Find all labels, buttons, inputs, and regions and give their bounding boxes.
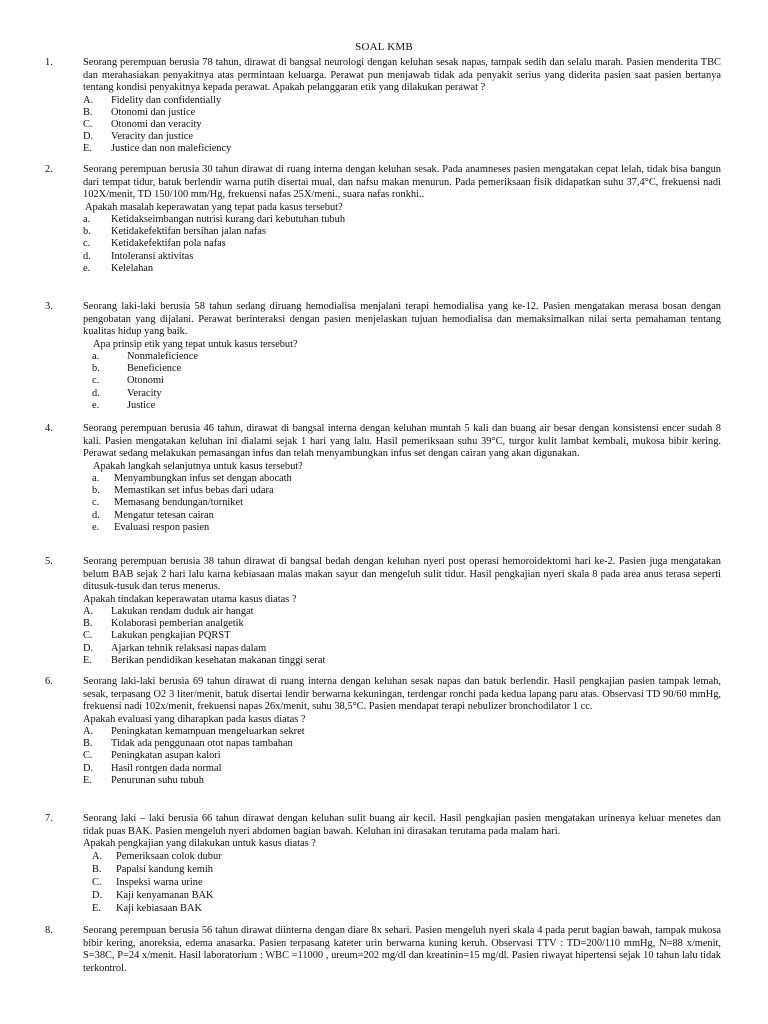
option-c: C. Lakukan pengkajian PQRST	[83, 630, 231, 642]
question-stem: Seorang perempuan berusia 46 tahun, dirawat di bangsal interna dengan keluhan muntah 5 kali dan buang air besar dengan konsistensi encer sudah 8 kali. Pasien mengatakan keluhan ini dialami sejak 1 hari yang lalu. Hasil pemeriksaan suhu 39°C, turgor kulit lambat kembali, mukosa bibir kering. Perawat sedang melakukan pemasangan infus dan telah menyambungkan infus set dengan cairan yang akan digunakan. Apakah langkah selanjutnya untuk kasus tersebut?	[83, 423, 721, 472]
question-number: 4.	[45, 423, 53, 434]
question-number: 2.	[45, 164, 53, 175]
option-a: A. Lakukan rendam duduk air hangat	[83, 606, 254, 617]
option-e: e. Kelelahan	[83, 262, 154, 274]
option-b: B. Otonomi dan justice	[83, 106, 196, 118]
option-list	[0, 95, 768, 156]
question-3	[0, 301, 768, 412]
option-a: a. Nonmaleficience	[92, 351, 198, 362]
option-d: D. Veracity dan justice	[83, 131, 193, 143]
question-stem: Seorang laki-laki berusia 69 tahun dirawat di ruang interna dengan keluhan sesak napas dan batuk berlendir. Hasil pengkajian pasien tampak lemah, sesak, terpasang O2 3 liter/menit, batuk disertai lendir berwarna kekuningan, terdengar ronchi pada kedua lapang paru atas. Observasi TD 90/60 mmHg, frekuensi nadi 102x/menit, frekuensi napas 26x/menit, suhu 38,5°C. Pasien mendapat terapi nebulizer bronchodilator 1 cc. Apakah evaluasi yang diharapkan pada kasus diatas ?	[83, 676, 721, 725]
question-6	[0, 676, 768, 787]
option-a: A. Fidelity dan confidentially	[83, 94, 222, 106]
question-8	[0, 925, 768, 975]
question-2	[0, 164, 768, 275]
question-stem: Seorang laki-laki berusia 58 tahun sedang diruang hemodialisa menjalani terapi hemodialisa yang ke-12. Pasien mengatakan merasa bosan dengan pengobatan yang dijalani. Perawat berinteraksi dengan pasien menjelaskan tujuan hemodialisa dan memaksimalkan nilai serta pemahaman tentang kualitas hidup yang baik. Apa prinsip etik yang tepat untuk kasus tersebut?	[83, 301, 721, 350]
option-b: b. Memastikan set infus bebas dari udara	[92, 485, 274, 497]
option-list	[0, 473, 768, 534]
question-stem: Seorang perempuan berusia 30 tahun dirawat di ruang interna dengan keluhan sesak. Pada anamneses pasien mengatakan cepat lelah, tidak bisa bangun dari tempat tidur, batuk berlendir warna putih disertai mual, dan nafsu makan menurun. Pada pemeriksaan fisik didapatkan suhu 37,4°C, frekuensi nadi 102X/menit, TD 150/100 mm/Hg, frekuensi nafas 25X/meni., suara nafas ronkhi.. Apakah masalah keperawatan yang tepat pada kasus tersebut?	[83, 164, 721, 213]
option-a: a. Menyambungkan infus set dengan abocath	[92, 473, 292, 484]
question-1	[0, 57, 768, 155]
question-number: 5.	[45, 556, 53, 567]
question-7	[0, 813, 768, 916]
option-a: A. Peningkatan kemampuan mengeluarkan sekret	[83, 726, 305, 737]
option-d: d. Intoleransi aktivitas	[83, 250, 194, 262]
question-stem: Seorang perempuan berusia 56 tahun dirawat diinterna dengan diare 8x sehari. Pasien mengeluh nyeri skala 4 pada perut bagian bawah, tampak mukosa bibir kering, anoreksia, edema anasarka. Pasien terpasang kateter urin berwarna kuning keruh. Observasi TTV : TD=200/110 mmHg, N=88 x/menit, S=38C, P=24 x/menit. Hasil laboratorium : WBC =11000 , ureum=202 mg/dl dan kreatinin=15 mg/dl. Pasien riwayat hipertensi sejak 10 tahun lalu tidak terkontrol.	[83, 925, 721, 974]
question-number: 3.	[45, 301, 53, 312]
option-e: E. Justice dan non maleficiency	[83, 143, 232, 155]
question-ask: Apakah evaluasi yang diharapkan pada kasus diatas ?	[83, 713, 306, 725]
question-number: 7.	[45, 813, 53, 824]
option-c: C. Inspeksi warna urine	[92, 876, 203, 888]
question-number: 1.	[45, 57, 53, 68]
question-4	[0, 423, 768, 534]
question-stem: Seorang perempuan berusia 78 tahun, dirawat di bangsal neurologi dengan keluhan sesak napas, tampak sedih dan selalu marah. Pasien menderita TBC dan merahasiakan penyakitnya atas permintaan keluarga. Perawat pun menjawab tidak ada penyakit serius yang diderita pasien saat pasien bertanya tentang kondisi penyakitnya kepada perawat. Apakah pelanggaran etik yang dilakukan perawat ?	[83, 57, 721, 93]
question-stem: Seorang perempuan berusia 38 tahun dirawat di bangsal bedah dengan keluhan nyeri post operasi hemoroidektomi hari ke-2. Pasien juga mengatakan belum BAB sejak 2 hari lalu karna kebiasaan malas makan sayur dan mengeluh sulit tidur. Hasil pengkajian nyeri skala 8 pada area anus terasa seperti ditusuk-tusuk dan terus menerus. Apakah tindakan keperawatan utama kasus diatas ?	[83, 556, 721, 605]
option-d: D. Hasil rontgen dada normal	[83, 762, 222, 774]
option-c: C. Peningkatan asupan kalori	[83, 750, 221, 762]
question-ask: Apa prinsip etik yang tepat untuk kasus tersebut?	[93, 338, 298, 350]
option-c: c. Memasang bendungan/torniket	[92, 497, 243, 509]
option-b: b. Beneficience	[92, 363, 182, 375]
option-d: D. Kaji kenyamanan BAK	[92, 890, 214, 902]
option-c: C. Otonomi dan veracity	[83, 118, 202, 130]
option-e: E. Kaji kebiasaan BAK	[92, 903, 202, 915]
option-list	[0, 851, 768, 917]
option-d: d. Mengatur tetesan cairan	[92, 509, 214, 521]
question-ask: Apakah tindakan keperawatan utama kasus diatas ?	[83, 593, 297, 605]
question-number: 6.	[45, 676, 53, 687]
option-a: a. Ketidakseimbangan nutrisi kurang dari kebutuhan tubuh	[83, 214, 346, 225]
question-5	[0, 556, 768, 667]
option-b: B. Tidak ada penggunaan otot napas tambahan	[83, 738, 293, 750]
question-number: 8.	[45, 925, 53, 936]
option-a: A. Pemeriksaan colok dubur	[92, 850, 222, 862]
option-c: c. Ketidakefektifan pola nafas	[83, 238, 226, 250]
option-d: D. Ajarkan tehnik relaksasi napas dalam	[83, 642, 267, 654]
option-e: e. Justice	[92, 399, 156, 411]
option-d: d. Veracity	[92, 387, 162, 399]
option-b: B. Papalsi kandung kemih	[92, 863, 213, 875]
option-b: B. Kolaborasi pemberian analgetik	[83, 618, 244, 630]
option-e: E. Penurunan suhu tubuh	[83, 774, 204, 786]
option-list	[0, 351, 768, 412]
document-title: SOAL KMB	[355, 41, 413, 53]
question-ask: Apakah masalah keperawatan yang tepat pada kasus tersebut?	[85, 201, 343, 213]
question-ask: Apakah langkah selanjutnya untuk kasus tersebut?	[93, 460, 303, 472]
option-b: b. Ketidakefektifan bersihan jalan nafas	[83, 226, 266, 238]
option-list	[0, 214, 768, 275]
question-stem: Seorang laki – laki berusia 66 tahun dirawat dengan keluhan sulit buang air kecil. Hasil pengkajian pasien mengatakan urinenya keluar menetes dan tidak puas BAK. Pasien mengeluh nyeri abdomen bagian bawah. Keluhan ini dirasakan terutama pada malam hari. Apakah pengkajian yang dilakukan untuk kasus diatas ?	[83, 813, 721, 849]
option-e: E. Berikan pendidikan kesehatan makanan tinggi serat	[83, 654, 326, 666]
question-ask: Apakah pengkajian yang dilakukan untuk kasus diatas ?	[83, 838, 316, 849]
option-e: e. Evaluasi respon pasien	[92, 521, 210, 533]
option-list	[0, 726, 768, 787]
option-c: c. Otonomi	[92, 375, 164, 387]
option-list	[0, 606, 768, 667]
